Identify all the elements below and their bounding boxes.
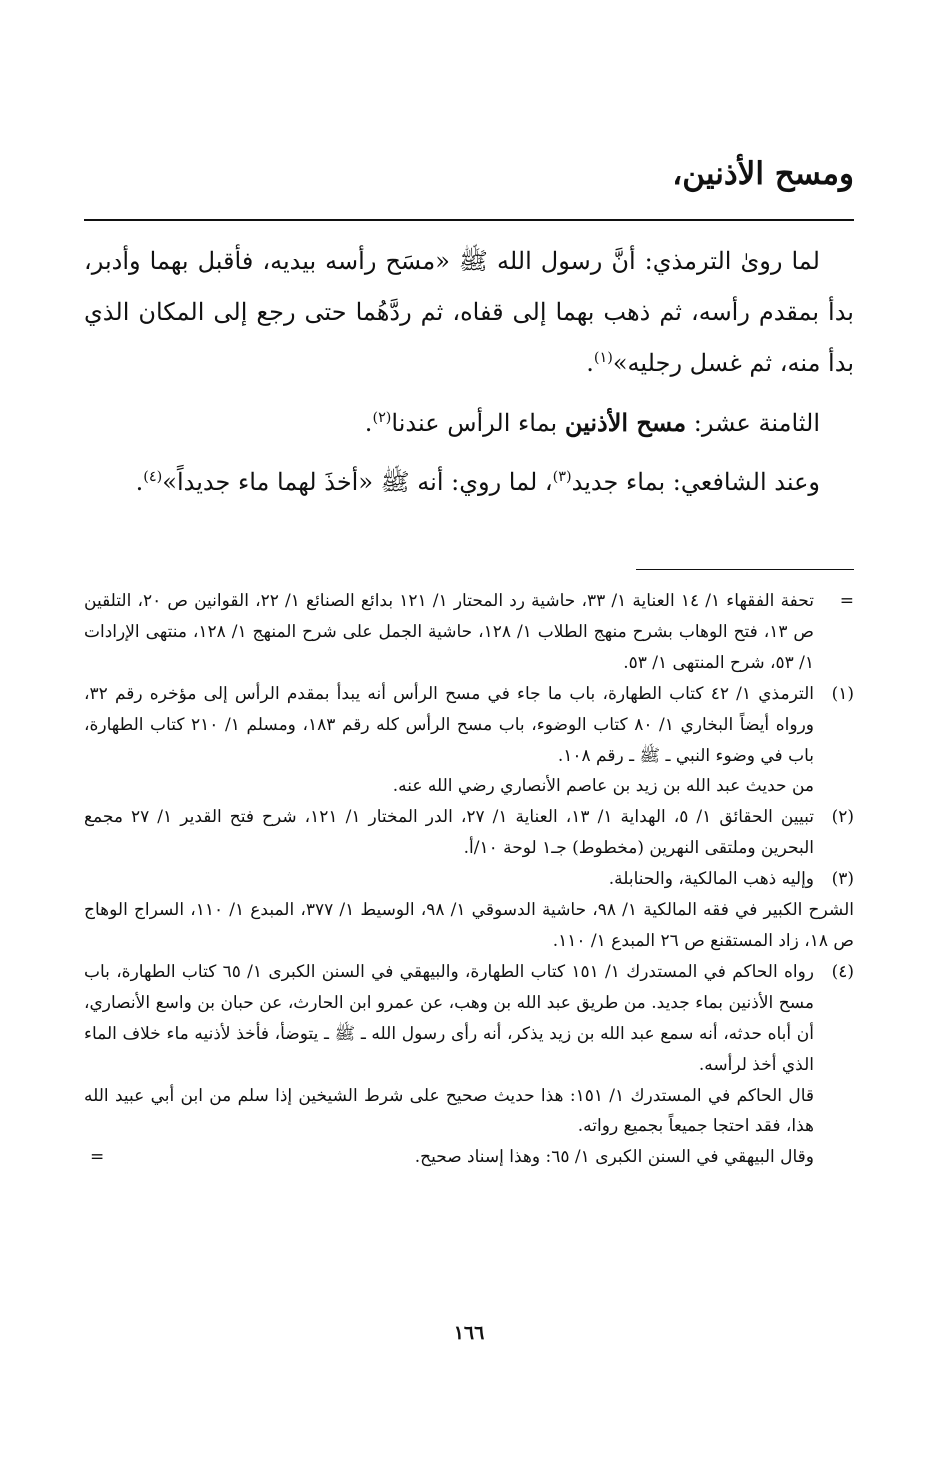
- footnote-text: رواه الحاكم في المستدرك ١/ ١٥١ كتاب الطهارة، والبيهقي في السنن الكبرى ١/ ٦٥ كتاب الطهارة، باب مسح الأذنين بماء جديد. من طريق عبد الله بن وهب، عن عمرو ابن الحارث، عن حبان بن واسع الأنصاري، أن أباه حدثه، أنه سمع عبد الله بن زيد يذكر، أنه رأى رسول الله ـ ﷺ ـ يتوضأ، فأخذ لأذنيه ماء خلاف الماء الذي أخذ لرأسه.: [84, 961, 814, 1075]
- footnote-text: تحفة الفقهاء ١/ ١٤ العناية ١/ ٣٣، حاشية رد المحتار ١/ ١٢١ بدائع الصنائع ١/ ٢٢، القوانين ص ٢٠، التلقين ص ١٣، فتح الوهاب بشرح منهج الطلاب ١/ ١٢٨، حاشية الجمل على شرح المنهج ١/ ١٢٨، منتهى الإرادات ١/ ٥٣، شرح المنتهى ١/ ٥٣.: [84, 591, 814, 673]
- paragraph-text: الثامنة عشر:: [686, 409, 820, 437]
- footnote-3: [84, 864, 854, 895]
- footnote-3-continuation: الشرح الكبير في فقه المالكية ١/ ٩٨، حاشية الدسوقي ١/ ٩٨، الوسيط ١/ ٣٧٧، المبدع ١/ ١١٠، السراج الوهاج ص ١٨، زاد المستقنع ص ٢٦ المبدع ١/ ١١٠.: [84, 900, 854, 951]
- footnote-marker: (٢): [831, 807, 854, 828]
- main-text: [84, 236, 854, 508]
- footnote-marker: =: [839, 591, 854, 611]
- header-divider: [84, 219, 854, 221]
- punctuation: .: [586, 349, 594, 377]
- footnote-ref-1: (١): [593, 350, 613, 366]
- footnote-ref-2: (٢): [372, 410, 392, 426]
- footnote-text: الترمذي ١/ ٤٢ كتاب الطهارة، باب ما جاء في مسح الرأس أنه يبدأ بمقدم الرأس إلى مؤخره رقم ٣٢، ورواه أيضاً البخاري ١/ ٨٠ كتاب الوضوء، باب مسح الرأس كله رقم ١٨٣، ومسلم ١/ ٢١٠ كتاب الطهارة، باب في وضوء النبي ـ ﷺ ـ رقم ١٠٨.: [84, 683, 814, 766]
- continuation-marker: =: [90, 1147, 105, 1168]
- footnote-1: [84, 679, 854, 803]
- footnote-text: قال الحاكم في المستدرك ١/ ١٥١: هذا حديث صحيح على شرط الشيخين إذا سلم من ابن أبي عبيد الله هذا، فقد احتجا جميعاً بجميع رواته.: [84, 1085, 814, 1137]
- footnotes: [84, 586, 854, 1173]
- footnote-4: [84, 957, 854, 1173]
- footnote-continued: [84, 586, 854, 679]
- paragraph-text: وعند الشافعي: بماء جديد: [571, 468, 820, 496]
- footnote-2: [84, 802, 854, 864]
- footnote-text: وإليه ذهب المالكية، والحنابلة.: [608, 869, 814, 890]
- book-page: [84, 0, 854, 1477]
- footnote-marker: (١): [831, 683, 854, 704]
- footnote-separator: [636, 569, 854, 570]
- paragraph-text: لما رویٰ الترمذي: أنَّ رسول الله ﷺ «مسَح رأسه بيديه، فأقبل بهما وأدبر، بدأ بمقدم رأسه، ثم ذهب بهما إلى قفاه، ثم ردَّهُما حتى رجع إلى المكان الذي بدأ منه، ثم غسل رجليه»: [84, 247, 854, 377]
- main-paragraph-1: [84, 236, 854, 389]
- punctuation: .: [135, 468, 144, 496]
- footnote-marker: (٤): [831, 961, 854, 982]
- footnote-text: من حديث عبد الله بن زيد بن عاصم الأنصاري رضي الله عنه.: [392, 776, 814, 797]
- main-paragraph-3: [84, 457, 854, 508]
- footnote-text-last: [84, 1142, 814, 1173]
- footnote-ref-3: (٣): [552, 469, 572, 485]
- section-heading: ومسح الأذنين،: [672, 156, 854, 192]
- footnote-marker: (٣): [831, 869, 854, 890]
- footnote-text: تبيين الحقائق ١/ ٥، الهداية ١/ ١٣، العناية ١/ ٢٧، الدر المختار ١/ ١٢١، شرح فتح القدير ١/ ٢٧ مجمع البحرين وملتقى النهرين (مخطوط) جـ١ لوحة ١٠/أ.: [84, 807, 814, 859]
- footnote-ref-4: (٤): [143, 469, 163, 485]
- paragraph-text: بماء الرأس عندنا: [391, 409, 565, 437]
- footnote-text: وقال البيهقي في السنن الكبرى ١/ ٦٥: وهذا إسناد صحيح.: [414, 1147, 814, 1168]
- paragraph-text: ، لما روي: أنه ﷺ «أخذَ لهما ماء جديداً»: [162, 468, 553, 496]
- page-number: ١٦٦: [453, 1322, 485, 1344]
- bold-term: مسح الأذنين: [564, 408, 687, 437]
- main-paragraph-2: [84, 397, 854, 449]
- punctuation: .: [364, 409, 373, 437]
